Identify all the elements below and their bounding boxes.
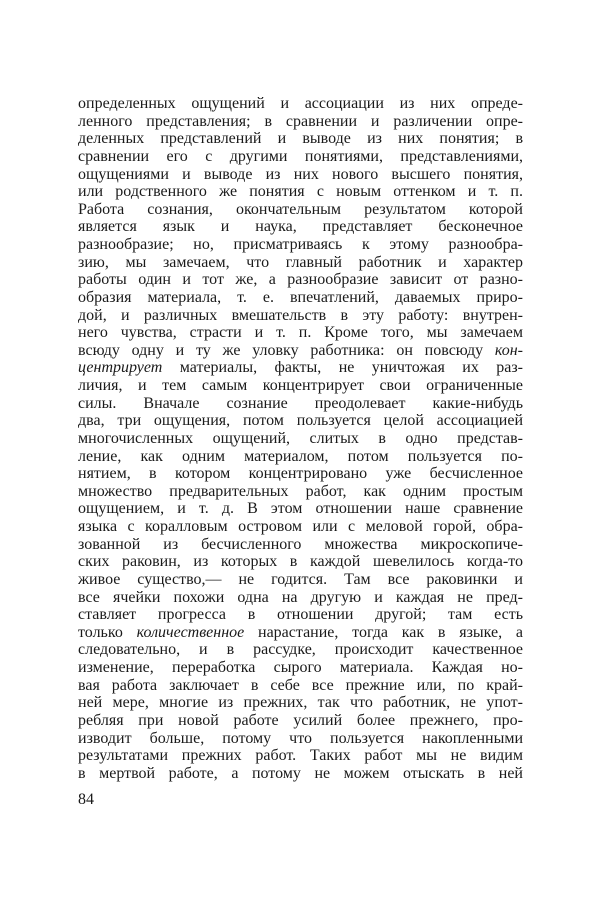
body-text: [78, 95, 523, 782]
text-line: [78, 430, 523, 448]
text-segment: него чувства, страсти и т. п. Кроме того, мы замечаем: [78, 324, 523, 342]
text-line: [78, 183, 523, 201]
text-line: [78, 589, 523, 607]
text-line: [78, 571, 523, 589]
text-line: [78, 166, 523, 184]
text-segment: ощущениями и выводе из них нового высшего понятия,: [78, 165, 523, 183]
text-segment: деленных представлений и выводе из них понятия; в: [78, 130, 523, 148]
text-segment: является язык и наука, представляет бесконечное: [78, 218, 523, 236]
text-segment: изменение, переработка сырого материала. Каждая но-: [78, 659, 523, 676]
text-line: [78, 536, 523, 554]
text-segment: только: [78, 623, 137, 641]
text-segment: следовательно, и в рассудке, происходит качественное: [78, 641, 523, 659]
italic-emphasis: центрирует: [78, 359, 163, 377]
text-segment: дой, и различных вмешательств в эту работу: внутрен-: [78, 306, 523, 324]
text-line: [78, 324, 523, 342]
text-line: [78, 254, 523, 272]
text-line: [78, 553, 523, 571]
text-segment: живое существо,— не годится. Там все раковинки и: [78, 570, 523, 588]
text-line: [78, 465, 523, 483]
text-line: [78, 677, 523, 695]
text-segment: ощущением, и т. д. В этом отношении наше сравнение: [78, 500, 523, 518]
text-line: [78, 236, 523, 254]
text-segment: два, три ощущения, потом пользуется целой ассоциацией: [78, 412, 523, 430]
text-segment: ских раковин, из которых в каждой шевелилось когда-то: [78, 553, 523, 571]
text-line: [78, 377, 523, 395]
text-line: [78, 641, 523, 659]
text-segment: нарастание, тогда как в языке, а: [244, 623, 523, 641]
text-segment: силы. Вначале сознание преодолевает какие-нибудь: [78, 394, 523, 412]
text-segment: языка с коралловым островом или с меловой горой, обра-: [78, 518, 523, 535]
text-line: [78, 359, 523, 377]
text-segment: ление, как одним материалом, потом пользуется по-: [78, 447, 523, 465]
text-segment: зованной из бесчисленного множества микроскопиче-: [78, 535, 523, 553]
text-segment: Работа сознания, окончательным результатом которой: [78, 200, 523, 218]
text-segment: материалы, факты, не уничтожая их раз-: [162, 359, 523, 377]
text-line: [78, 606, 523, 624]
text-segment: изводит больше, потому что пользуется накопленными: [78, 729, 523, 747]
text-line: [78, 148, 523, 166]
text-segment: нятием, в котором концентрировано уже бесчисленное: [78, 465, 523, 483]
italic-emphasis: кон-: [494, 341, 523, 359]
italic-emphasis: количественное: [136, 623, 245, 641]
text-line: [78, 500, 523, 518]
text-line: [78, 395, 523, 413]
text-segment: множество предварительных работ, как одним простым: [78, 482, 523, 500]
text-line: [78, 95, 523, 113]
text-line: [78, 271, 523, 289]
text-line: [78, 412, 523, 430]
text-segment: ленного представления; в сравнении и различении опре-: [78, 112, 523, 130]
text-segment: личия, и тем самым концентрирует свои ограниченные: [78, 377, 523, 394]
text-segment: или родственного же понятия с новым оттенком и т. п.: [78, 183, 523, 201]
text-segment: всюду одну и ту же уловку работника: он повсюду: [78, 341, 495, 359]
text-line: [78, 289, 523, 307]
text-segment: образия материала, т. е. впечатлений, даваемых приро-: [78, 288, 523, 306]
page-number: 84: [78, 791, 94, 808]
text-line: [78, 113, 523, 131]
text-segment: ней мере, многие из прежних, так что работник, не упот-: [78, 694, 523, 712]
text-segment: ребляя при новой работе усилий более прежнего, про-: [78, 711, 523, 729]
text-line: [78, 747, 523, 765]
text-line: [78, 342, 523, 360]
text-segment: все ячейки похожи одна на другую и каждая не пред-: [78, 588, 523, 606]
text-segment: работы один и тот же, а разнообразие зависит от разно-: [78, 271, 523, 289]
text-line: [78, 518, 523, 536]
text-line: [78, 712, 523, 730]
text-segment: вая работа заключает в себе все прежние или, по край-: [78, 676, 523, 694]
text-line: [78, 201, 523, 219]
text-segment: зию, мы замечаем, что главный работник и характер: [78, 253, 523, 271]
text-segment: многочисленных ощущений, слитых в одно представ-: [78, 429, 523, 447]
text-segment: ставляет прогресса в отношении другой; там есть: [78, 606, 523, 624]
text-line: [78, 624, 523, 642]
text-line: [78, 130, 523, 148]
text-segment: сравнении его с другими понятиями, представлениями,: [78, 147, 523, 165]
text-segment: результатами прежних работ. Таких работ мы не видим: [78, 747, 523, 765]
text-line: [78, 307, 523, 325]
text-line: [78, 694, 523, 712]
text-segment: разнообразие; но, присматриваясь к этому разнообра-: [78, 236, 523, 253]
text-line: [78, 730, 523, 748]
text-line: [78, 659, 523, 677]
text-line: [78, 218, 523, 236]
text-line: [78, 448, 523, 466]
text-segment: в мертвой работе, а потому не можем отыскать в ней: [78, 764, 523, 782]
text-segment: определенных ощущений и ассоциации из них опреде-: [78, 95, 523, 112]
text-line: [78, 765, 523, 783]
text-line: [78, 483, 523, 501]
